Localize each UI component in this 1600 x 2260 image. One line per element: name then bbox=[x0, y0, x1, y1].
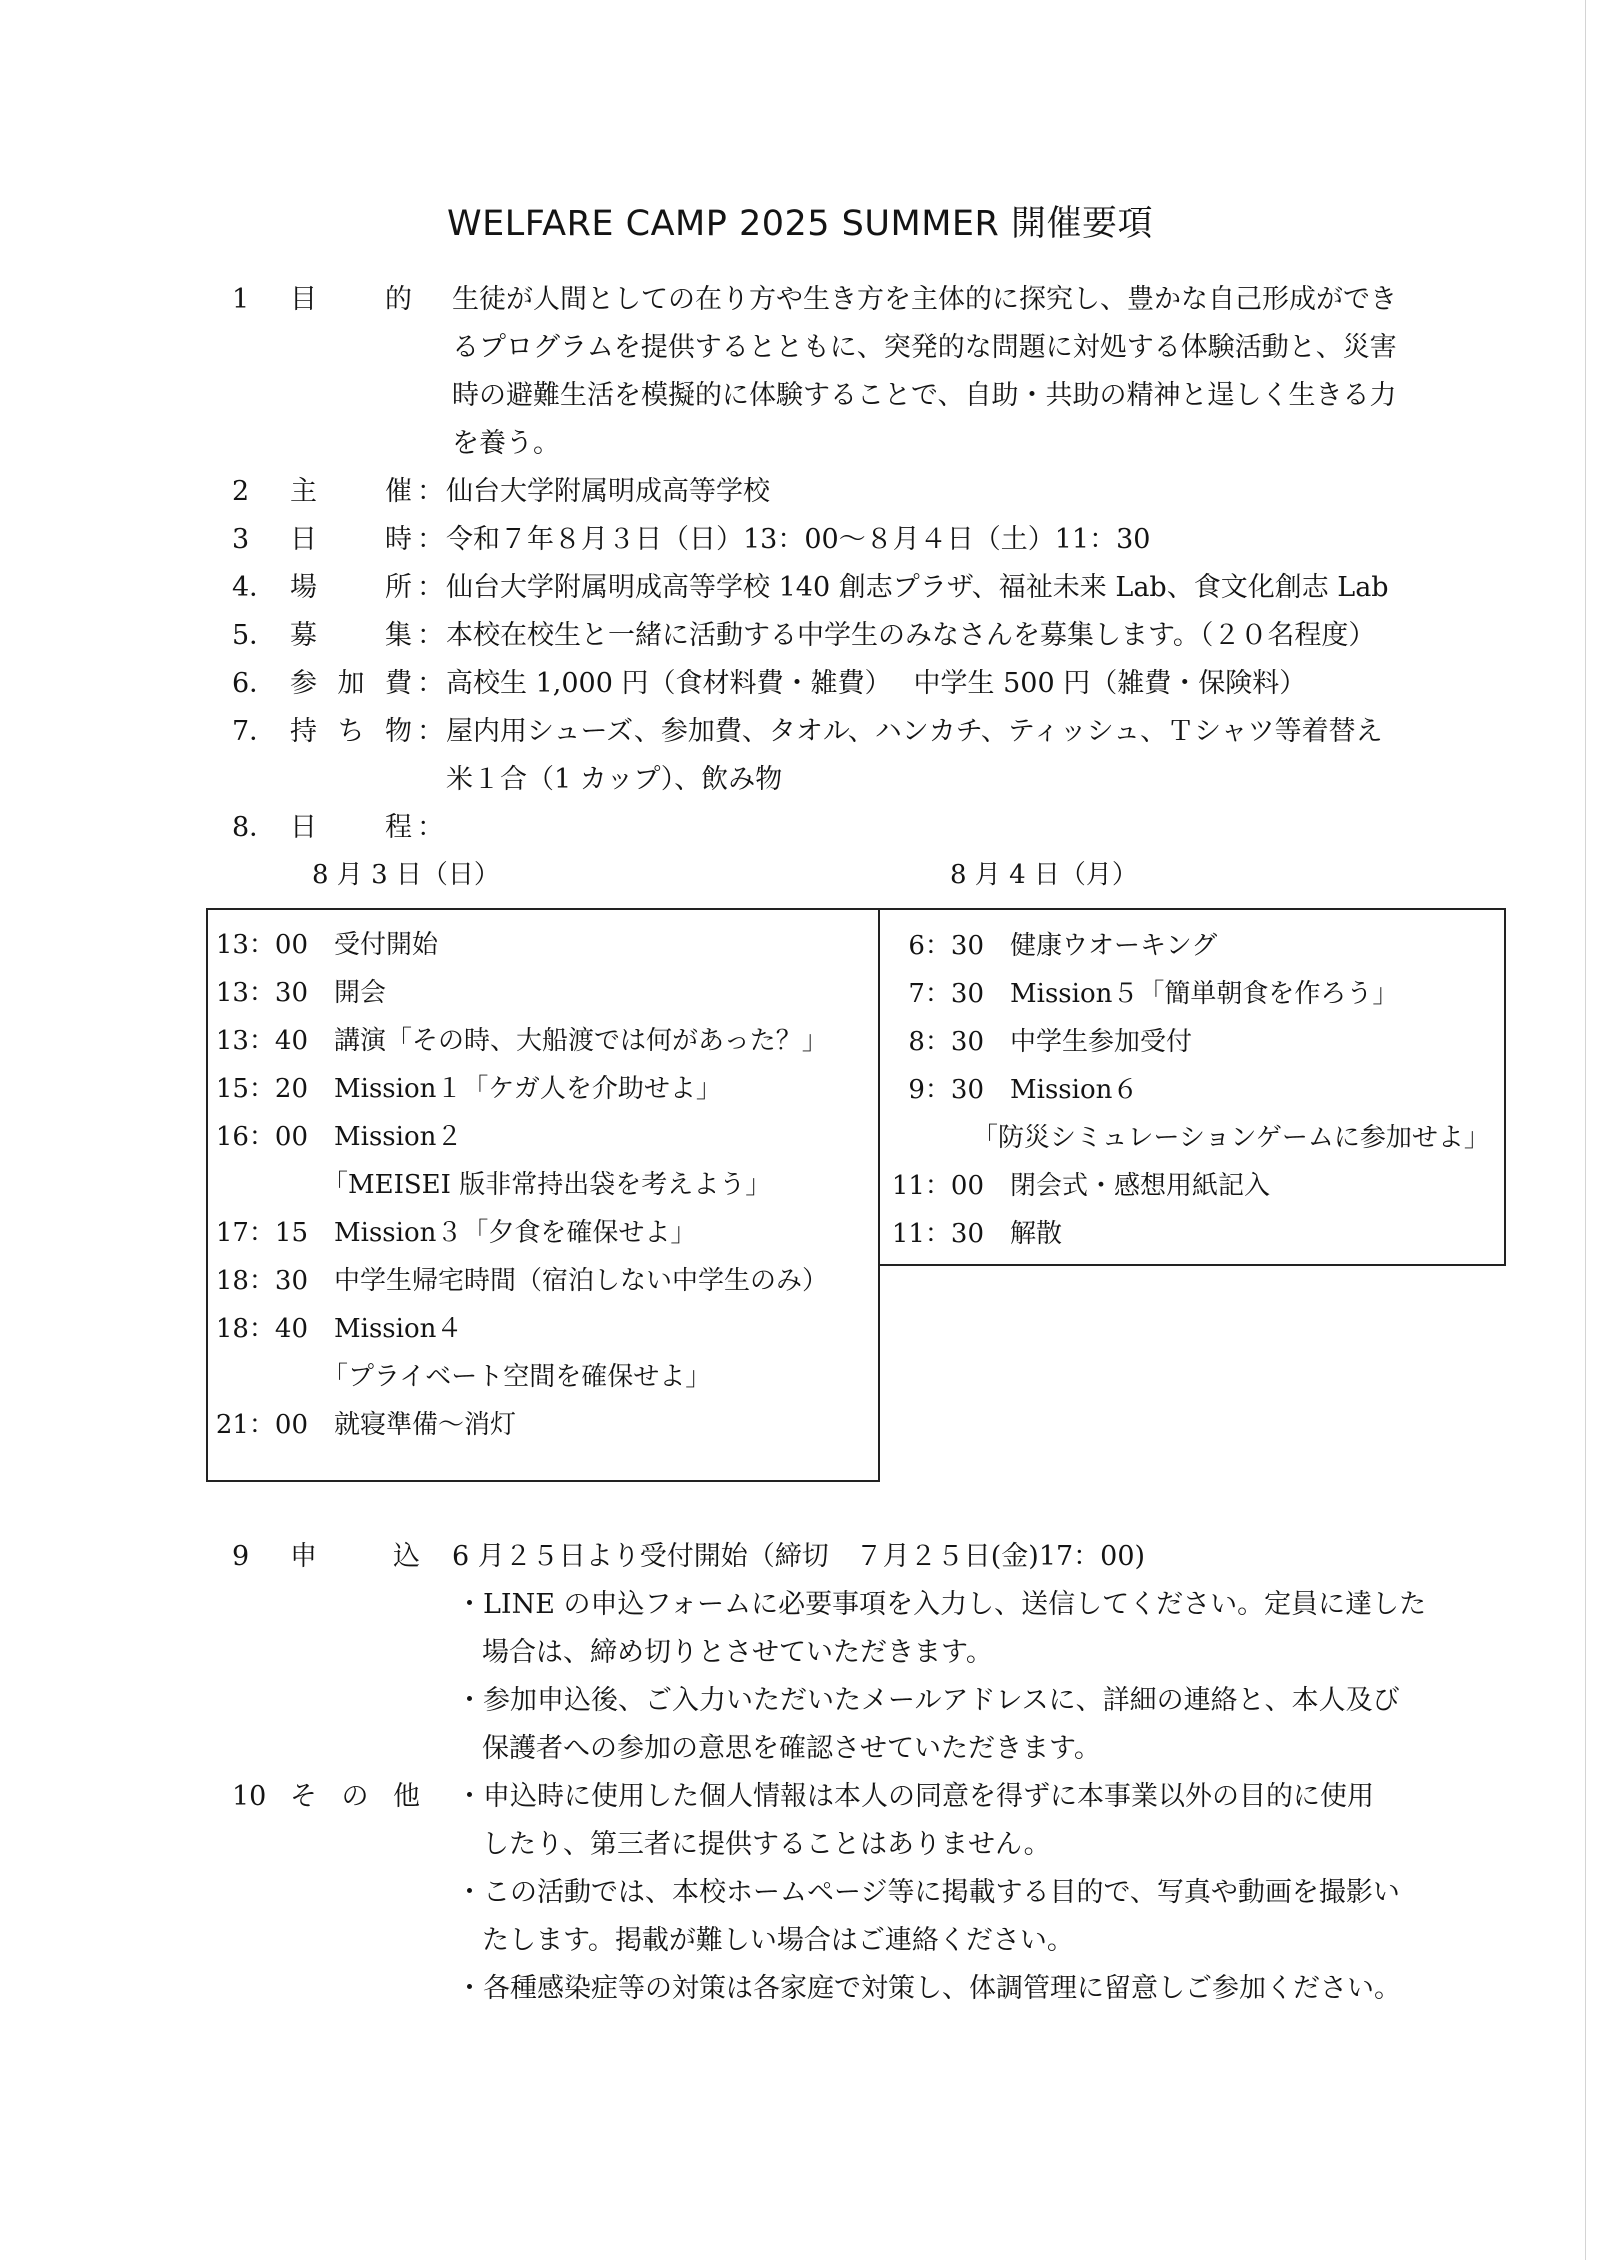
section-text-line: 生徒が人間としての在り方や生き方を主体的に探究し、豊かな自己形成ができ bbox=[452, 284, 1397, 315]
day2-event: Mission６ bbox=[1010, 1075, 1139, 1105]
day1-time: 21：00 bbox=[215, 1410, 308, 1440]
section-colon: ： bbox=[417, 812, 444, 843]
section-number: 9 bbox=[232, 1541, 250, 1572]
section-text-line: 高校生 1,000 円（食材料費・雑費） 中学生 500 円（雑費・保険料） bbox=[446, 668, 1307, 699]
day2-heading: 8 月 4 日（月） bbox=[950, 860, 1138, 890]
section-label-char: 程 bbox=[385, 812, 412, 843]
other-bullet-line: ・この活動では、本校ホームページ等に掲載する目的で、写真や動画を撮影い bbox=[456, 1877, 1400, 1908]
section-label-char: の bbox=[341, 1781, 369, 1812]
section-label bbox=[290, 468, 412, 516]
day2-event: 中学生参加受付 bbox=[1010, 1027, 1193, 1057]
section-number: 10 bbox=[232, 1781, 267, 1812]
section-text-line: 仙台大学附属明成高等学校 bbox=[446, 476, 770, 507]
section-label-char: 的 bbox=[385, 284, 412, 315]
day1-event: 「MEISEI 版非常持出袋を考えよう」 bbox=[322, 1170, 772, 1200]
day2-time: 11：30 bbox=[891, 1219, 984, 1249]
section-number: 8． bbox=[232, 812, 277, 843]
application-bullet-line: ・LINE の申込フォームに必要事項を入力し、送信してください。定員に達した bbox=[456, 1589, 1427, 1620]
day1-event: Mission３「夕食を確保せよ」 bbox=[334, 1218, 697, 1248]
day2-row bbox=[872, 922, 1217, 970]
day1-time: 16：00 bbox=[215, 1122, 308, 1152]
section-label bbox=[290, 660, 412, 708]
day1-time: 18：30 bbox=[215, 1266, 308, 1296]
section-label-char: 場 bbox=[290, 572, 317, 603]
section-label bbox=[290, 276, 412, 324]
section-text-line: 米１合（1 カップ）、飲み物 bbox=[446, 764, 783, 795]
day1-event: 「プライベート空間を確保せよ」 bbox=[322, 1362, 712, 1392]
day2-row bbox=[872, 970, 1398, 1018]
section-label-char: 所 bbox=[385, 572, 412, 603]
day1-time: 13：30 bbox=[215, 978, 308, 1008]
day2-row bbox=[872, 1114, 1490, 1162]
section-label bbox=[290, 612, 412, 660]
application-lead: 6 月２５日より受付開始（締切 ７月２５日(金)17：00) bbox=[452, 1541, 1146, 1572]
section-label-char: 加 bbox=[337, 668, 365, 699]
section-label-char: 催 bbox=[385, 476, 412, 507]
day1-event: Mission１「ケガ人を介助せよ」 bbox=[334, 1074, 722, 1104]
section-text-line: るプログラムを提供するとともに、突発的な問題に対処する体験活動と、災害 bbox=[452, 332, 1397, 363]
day1-row bbox=[196, 1113, 462, 1161]
day1-row bbox=[196, 921, 438, 969]
day2-time: 7：30 bbox=[908, 979, 984, 1009]
section-label-char: 費 bbox=[385, 668, 412, 699]
section-label bbox=[290, 564, 412, 612]
day1-event: 講演「その時、大船渡では何があった？」 bbox=[334, 1026, 828, 1056]
section-colon: ： bbox=[417, 620, 444, 651]
section-label-char: そ bbox=[290, 1781, 317, 1812]
day1-heading: 8 月 3 日（日） bbox=[312, 860, 500, 890]
day1-row bbox=[196, 969, 386, 1017]
day2-row bbox=[872, 1066, 1138, 1114]
day2-time: 11：00 bbox=[891, 1171, 984, 1201]
day2-row bbox=[872, 1018, 1192, 1066]
day1-event: Mission４ bbox=[334, 1314, 463, 1344]
section-label-char: 募 bbox=[290, 620, 317, 651]
section-colon: ： bbox=[417, 476, 444, 507]
day1-time: 18：40 bbox=[215, 1314, 308, 1344]
section-number: 6． bbox=[232, 668, 277, 699]
section-label-char: 主 bbox=[290, 476, 317, 507]
section-row bbox=[0, 468, 1600, 516]
day2-time: 8：30 bbox=[908, 1027, 984, 1057]
application-bullet-line: 場合は、締め切りとさせていただきます。 bbox=[482, 1637, 993, 1668]
section-text-line: 時の避難生活を模擬的に体験することで、自助・共助の精神と逞しく生きる力 bbox=[452, 380, 1397, 411]
section-label-char: 日 bbox=[290, 812, 317, 843]
section-number: 2 bbox=[232, 476, 250, 507]
section-text-line: 本校在校生と一緒に活動する中学生のみなさんを募集します。（２０名程度） bbox=[446, 620, 1376, 651]
day1-time: 13：00 bbox=[215, 930, 308, 960]
section-label bbox=[290, 516, 412, 564]
day2-event: Mission５「簡単朝食を作ろう」 bbox=[1010, 979, 1399, 1009]
section-label-char: 集 bbox=[385, 620, 412, 651]
section-label-char: 参 bbox=[290, 668, 317, 699]
day1-row bbox=[196, 1209, 696, 1257]
section-colon: ： bbox=[417, 716, 444, 747]
section-text-line: 令和７年８月３日（日）13：00～８月４日（土）11：30 bbox=[446, 524, 1151, 555]
day1-event: 就寝準備～消灯 bbox=[334, 1410, 517, 1440]
day2-event: 健康ウオーキング bbox=[1010, 931, 1218, 961]
day2-time: 9：30 bbox=[908, 1075, 984, 1105]
section-number: 4． bbox=[232, 572, 277, 603]
section-colon: ： bbox=[417, 572, 444, 603]
day2-row bbox=[872, 1210, 1062, 1258]
day1-event: Mission２ bbox=[334, 1122, 463, 1152]
section-label-char: ち bbox=[337, 716, 365, 747]
application-bullet-line: 保護者への参加の意思を確認させていただきます。 bbox=[482, 1733, 1101, 1764]
other-bullet-line: たします。掲載が難しい場合はご連絡ください。 bbox=[482, 1925, 1074, 1956]
day1-row bbox=[196, 1257, 828, 1305]
section-number: 5． bbox=[232, 620, 277, 651]
section-label bbox=[290, 1533, 420, 1581]
other-bullet-line: ・各種感染症等の対策は各家庭で対策し、体調管理に留意しご参加ください。 bbox=[456, 1973, 1401, 2004]
day1-time: 17：15 bbox=[215, 1218, 308, 1248]
section-text-line: 仙台大学附属明成高等学校 140 創志プラザ、福祉未来 Lab、食文化創志 Lab bbox=[446, 572, 1389, 603]
day2-event: 解散 bbox=[1010, 1219, 1063, 1249]
day2-row bbox=[872, 1162, 1270, 1210]
page-title: WELFARE CAMP 2025 SUMMER 開催要項 bbox=[447, 204, 1153, 244]
day1-row bbox=[196, 1017, 828, 1065]
section-label bbox=[290, 1773, 420, 1821]
day1-row bbox=[196, 1401, 516, 1449]
section-number: 3 bbox=[232, 524, 250, 555]
section-label bbox=[290, 804, 412, 852]
application-bullet-line: ・参加申込後、ご入力いただいたメールアドレスに、詳細の連絡と、本人及び bbox=[456, 1685, 1400, 1716]
section-label bbox=[290, 708, 412, 756]
section-text-line: を養う。 bbox=[452, 428, 560, 459]
day1-time: 15：20 bbox=[215, 1074, 308, 1104]
day2-event: 「防災シミュレーションゲームに参加せよ」 bbox=[972, 1123, 1490, 1153]
section-label-char: 日 bbox=[290, 524, 317, 555]
day2-event: 閉会式・感想用紙記入 bbox=[1010, 1171, 1271, 1201]
section-label-char: 申 bbox=[290, 1541, 317, 1572]
section-row bbox=[0, 804, 1600, 852]
section-text-line: 屋内用シューズ、参加費、タオル、ハンカチ、ティッシュ、Ｔシャツ等着替え bbox=[446, 716, 1383, 747]
day1-time: 13：40 bbox=[215, 1026, 308, 1056]
day1-event: 中学生帰宅時間（宿泊しない中学生のみ） bbox=[334, 1266, 829, 1296]
page-edge-line bbox=[1585, 0, 1586, 2260]
day1-row bbox=[196, 1065, 722, 1113]
day1-event: 開会 bbox=[334, 978, 387, 1008]
section-label-char: 目 bbox=[290, 284, 317, 315]
day2-time: 6：30 bbox=[908, 931, 984, 961]
day1-row bbox=[196, 1353, 711, 1401]
day1-row bbox=[196, 1161, 771, 1209]
section-number: 7． bbox=[232, 716, 277, 747]
section-label-char: 時 bbox=[385, 524, 412, 555]
day1-row bbox=[196, 1305, 462, 1353]
section-number: 1 bbox=[232, 284, 250, 315]
section-label-char: 込 bbox=[393, 1541, 420, 1572]
other-bullet-line: したり、第三者に提供することはありません。 bbox=[482, 1829, 1051, 1860]
section-label-char: 持 bbox=[290, 716, 317, 747]
section-colon: ： bbox=[417, 668, 444, 699]
day1-event: 受付開始 bbox=[334, 930, 439, 960]
section-label-char: 他 bbox=[393, 1781, 420, 1812]
other-bullet-line: ・申込時に使用した個人情報は本人の同意を得ずに本事業以外の目的に使用 bbox=[456, 1781, 1374, 1812]
section-label-char: 物 bbox=[385, 716, 412, 747]
section-colon: ： bbox=[417, 524, 444, 555]
